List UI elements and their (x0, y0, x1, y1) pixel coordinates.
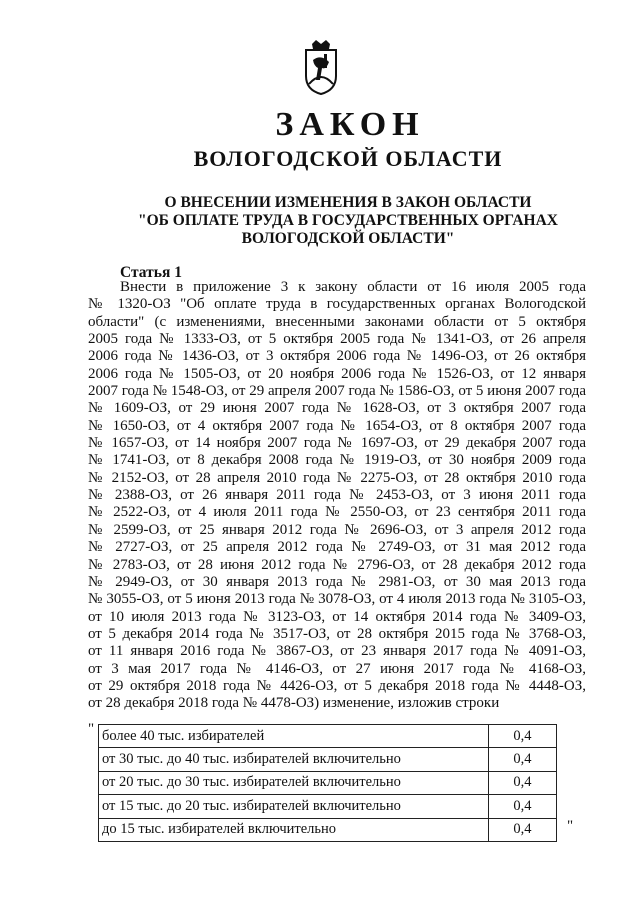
table-cell-value: 0,4 (488, 748, 556, 771)
body-line: № 2949-ОЗ, от 30 января 2013 года № 2981-ОЗ, от 30 мая 2013 года (88, 573, 586, 590)
table-cell-text: от 20 тыс. до 30 тыс. избирателей включительно (99, 771, 489, 794)
body-line: от 10 июля 2013 года № 3123-ОЗ, от 14 октября 2014 года № 3409-ОЗ, (88, 608, 586, 625)
body-line: 2007 года № 1548-ОЗ, от 29 апреля 2007 года № 1586-ОЗ, от 5 июня 2007 года (88, 383, 586, 400)
heading-line: О ВНЕСЕНИИ ИЗМЕНЕНИЯ В ЗАКОН ОБЛАСТИ (164, 194, 532, 211)
body-line: от 5 декабря 2014 года № 3517-ОЗ, от 28 октября 2015 года № 3768-ОЗ, (88, 625, 586, 642)
table-cell-text: более 40 тыс. избирателей (99, 725, 489, 748)
body-line: № 2727-ОЗ, от 25 апреля 2012 года № 2749-ОЗ, от 31 мая 2012 года (88, 539, 586, 556)
law-title: ЗАКОН (275, 106, 425, 143)
article-label: Статья 1 (120, 264, 182, 281)
table-cell-text: до 15 тыс. избирателей включительно (99, 818, 489, 841)
body-line: 2006 года № 1436-ОЗ, от 3 октября 2006 года № 1496-ОЗ, от 26 октября (88, 348, 586, 365)
closing-quote: " (567, 818, 574, 834)
body-line: Внести в приложение 3 к закону области от 16 июля 2005 года (120, 279, 586, 295)
body-line: № 1741-ОЗ, от 8 декабря 2008 года № 1919-ОЗ, от 30 ноября 2009 года (88, 452, 586, 469)
body-line: от 29 октября 2018 года № 4426-ОЗ, от 5 декабря 2018 года № 4448-ОЗ, (88, 677, 586, 694)
body-line: от 3 мая 2017 года № 4146-ОЗ, от 27 июня 2017 года № 4168-ОЗ, (88, 660, 586, 677)
opening-quote: " (88, 721, 95, 737)
body-line: № 2152-ОЗ, от 28 апреля 2010 года № 2275-ОЗ, от 28 октября 2010 года (88, 469, 586, 486)
heading-line: ВОЛОГОДСКОЙ ОБЛАСТИ" (241, 230, 455, 247)
body-line: № 1657-ОЗ, от 14 ноября 2007 года № 1697-ОЗ, от 29 декабря 2007 года (88, 435, 586, 452)
body-line: от 28 декабря 2018 года № 4478-ОЗ) изменение, изложив строки (88, 695, 500, 712)
body-line: 2005 года № 1333-ОЗ, от 5 октября 2005 года № 1341-ОЗ, от 26 апреля (88, 331, 586, 348)
region-title: ВОЛОГОДСКОЙ ОБЛАСТИ (193, 146, 503, 171)
table-cell-text: от 30 тыс. до 40 тыс. избирателей включительно (99, 748, 489, 771)
table-cell-text: от 15 тыс. до 20 тыс. избирателей включительно (99, 795, 489, 818)
table-cell-value: 0,4 (488, 725, 556, 748)
heading-line: "ОБ ОПЛАТЕ ТРУДА В ГОСУДАРСТВЕННЫХ ОРГАНАХ (138, 212, 558, 229)
body-line: № 1650-ОЗ, от 4 октября 2007 года № 1654-ОЗ, от 8 октября 2007 года (88, 417, 586, 434)
table-row (99, 725, 557, 748)
body-line: № 1609-ОЗ, от 29 июня 2007 года № 1628-ОЗ, от 3 октября 2007 года (88, 400, 586, 417)
coat-of-arms-emblem (300, 40, 342, 96)
body-line: № 2388-ОЗ, от 26 января 2011 года № 2453-ОЗ, от 3 июня 2011 года (88, 487, 586, 504)
body-line: № 2783-ОЗ, от 28 июня 2012 года № 2796-ОЗ, от 28 декабря 2012 года (88, 556, 586, 573)
voters-table (98, 724, 557, 842)
table-cell-value: 0,4 (488, 818, 556, 841)
table-cell-value: 0,4 (488, 795, 556, 818)
law-heading (118, 194, 578, 248)
body-line: 2006 года № 1505-ОЗ, от 20 ноября 2006 года № 1526-ОЗ, от 12 января (88, 365, 586, 382)
body-line: № 2599-ОЗ, от 25 января 2012 года № 2696-ОЗ, от 3 апреля 2012 года (88, 521, 586, 538)
body-line: от 11 января 2016 года № 3867-ОЗ, от 23 января 2017 года № 4091-ОЗ, (88, 643, 586, 660)
body-line: № 3055-ОЗ, от 5 июня 2013 года № 3078-ОЗ, от 4 июля 2013 года № 3105-ОЗ, (88, 591, 586, 608)
article-body (88, 279, 586, 713)
table-cell-value: 0,4 (488, 771, 556, 794)
table-row (99, 771, 557, 794)
body-line: № 1320-ОЗ "Об оплате труда в государственных органах Вологодской (88, 296, 586, 313)
table-row (99, 818, 557, 841)
body-line: области" (с изменениями, внесенными законами области от 5 октября (88, 313, 586, 330)
body-line: № 2522-ОЗ, от 4 июля 2011 года № 2550-ОЗ, от 23 сентября 2011 года (88, 504, 586, 521)
table-row (99, 795, 557, 818)
table-row (99, 748, 557, 771)
